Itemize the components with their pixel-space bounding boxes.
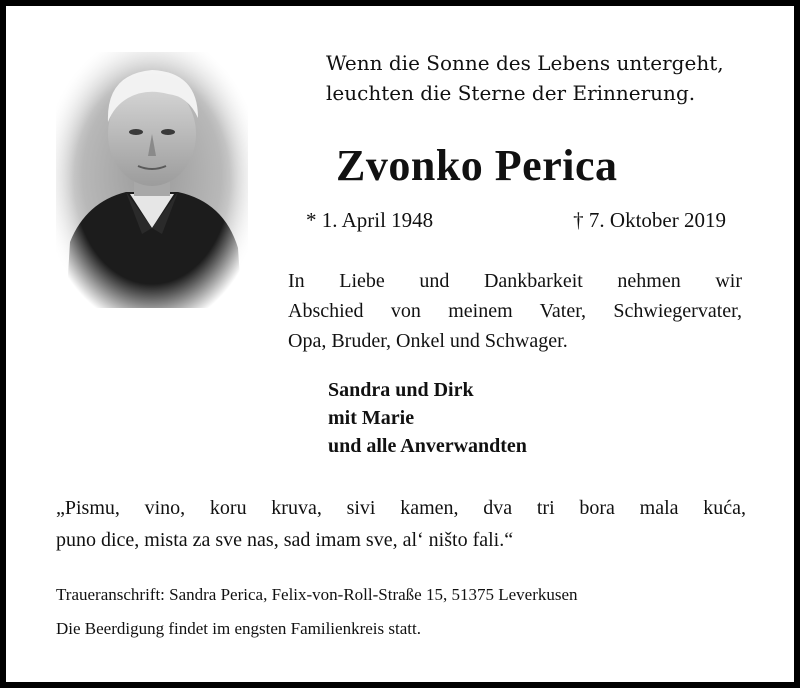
closing-quote [56, 492, 746, 556]
closing-quote-line: puno dice, mista za sve nas, sad imam sve, al‘ ništo fali.“ [56, 529, 514, 551]
mourners-line: mit Marie [328, 407, 415, 429]
footer-info [56, 578, 578, 646]
farewell-message-line: In Liebe und Dankbarkeit nehmen wir [288, 270, 742, 292]
portrait-image [56, 52, 248, 308]
mourners [328, 376, 527, 460]
opening-quote-line: leuchten die Sterne der Erinnerung. [326, 81, 696, 105]
deceased-name: Zvonko Perica [336, 141, 618, 190]
mourning-address: Traueranschrift: Sandra Perica, Felix-von-Roll-Straße 15, 51375 Leverkusen [56, 585, 578, 604]
farewell-message-line: Opa, Bruder, Onkel und Schwager. [288, 330, 568, 352]
portrait-photo [56, 52, 248, 308]
mourners-line: Sandra und Dirk [328, 379, 474, 401]
farewell-message-line: Abschied von meinem Vater, Schwiegervater, [288, 300, 742, 322]
funeral-note: Die Beerdigung findet im engsten Familienkreis statt. [56, 619, 421, 638]
opening-quote [326, 48, 724, 108]
closing-quote-line: „Pismu, vino, koru kruva, sivi kamen, dva tri bora mala kuća, [56, 497, 746, 519]
birth-date: * 1. April 1948 [306, 208, 434, 232]
death-date: † 7. Oktober 2019 [573, 208, 726, 232]
mourners-line: und alle Anverwandten [328, 435, 527, 457]
farewell-message [288, 266, 742, 356]
opening-quote-line: Wenn die Sonne des Lebens untergeht, [326, 51, 724, 75]
